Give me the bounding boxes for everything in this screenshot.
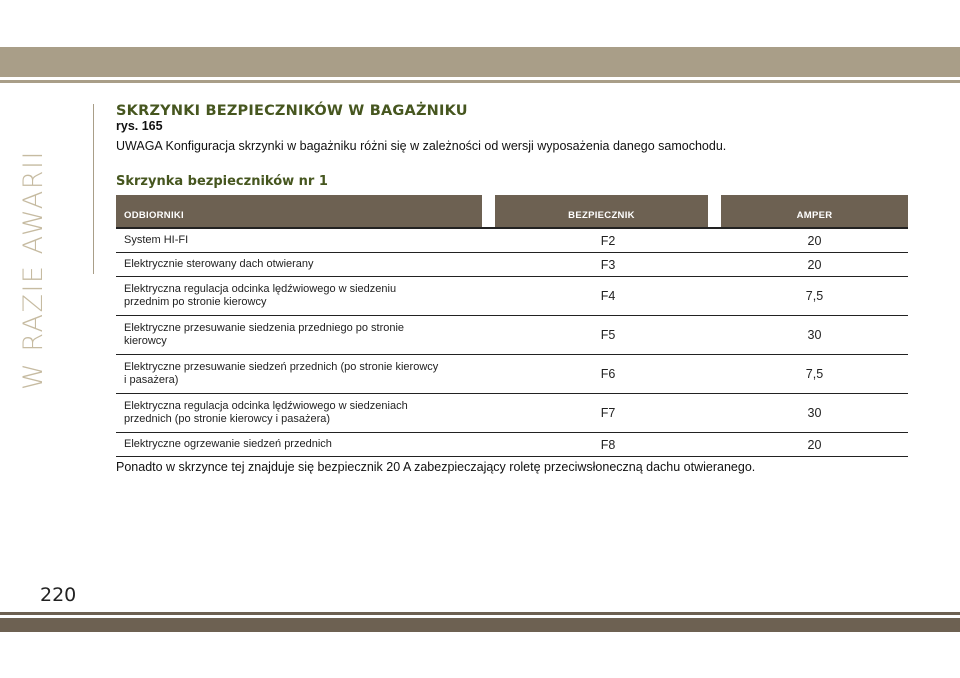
figure-reference: rys. 165 bbox=[116, 119, 163, 133]
section-title: SKRZYNKI BEZPIECZNIKÓW W BAGAŻNIKU bbox=[116, 103, 468, 119]
table-row bbox=[116, 253, 908, 277]
amperage-cell: 20 bbox=[807, 233, 822, 248]
amperage-cell: 7,5 bbox=[805, 289, 824, 303]
header-consumers: ODBIORNIKI bbox=[116, 195, 482, 227]
fuse-cell: F8 bbox=[600, 437, 616, 452]
page-number: 220 bbox=[40, 584, 77, 606]
fuse-cell: F2 bbox=[600, 233, 616, 248]
header-fuse: BEZPIECZNIK bbox=[495, 195, 708, 227]
table-row bbox=[116, 433, 908, 457]
table-header-row bbox=[116, 195, 908, 229]
fuse-cell: F3 bbox=[600, 257, 616, 272]
bottom-decorative-band bbox=[0, 618, 960, 632]
table-title: Skrzynka bezpieczników nr 1 bbox=[116, 174, 328, 189]
table-row bbox=[116, 229, 908, 253]
amperage-cell: 30 bbox=[807, 328, 822, 342]
table-row bbox=[116, 316, 908, 355]
table-row bbox=[116, 394, 908, 433]
top-decorative-line bbox=[0, 80, 960, 83]
table-row bbox=[116, 355, 908, 394]
consumer-cell: Elektryczne przesuwanie siedzenia przedniego po stronie kierowcy bbox=[124, 322, 405, 347]
fuse-cell: F7 bbox=[600, 406, 616, 420]
chapter-side-title: W RAZIE AWARII bbox=[17, 150, 49, 390]
fuse-cell: F5 bbox=[600, 328, 616, 342]
header-amperage: AMPER bbox=[721, 195, 908, 227]
configuration-note: UWAGA Konfiguracja skrzynki w bagażniku różni się w zależności od wersji wyposażenia danego samochodu. bbox=[116, 139, 727, 153]
footnote: Ponadto w skrzynce tej znajduje się bezpiecznik 20 A zabezpieczający roletę przeciwsłoneczną dachu otwieranego. bbox=[116, 460, 756, 474]
bottom-decorative-line bbox=[0, 612, 960, 615]
fuse-table bbox=[116, 195, 908, 457]
consumer-cell: Elektryczna regulacja odcinka lędźwiowego w siedzeniu przednim po stronie kierowcy bbox=[124, 283, 397, 308]
amperage-cell: 20 bbox=[807, 437, 822, 452]
consumer-cell: Elektryczne przesuwanie siedzeń przednich (po stronie kierowcy i pasażera) bbox=[124, 361, 439, 386]
consumer-cell: System HI-FI bbox=[124, 234, 189, 246]
table-row bbox=[116, 277, 908, 316]
top-decorative-band bbox=[0, 47, 960, 77]
page-content bbox=[116, 103, 908, 475]
fuse-cell: F4 bbox=[600, 289, 616, 303]
fuse-cell: F6 bbox=[600, 367, 616, 381]
amperage-cell: 30 bbox=[807, 406, 822, 420]
amperage-cell: 7,5 bbox=[805, 367, 824, 381]
consumer-cell: Elektrycznie sterowany dach otwierany bbox=[124, 258, 314, 270]
amperage-cell: 20 bbox=[807, 257, 822, 272]
consumer-cell: Elektryczne ogrzewanie siedzeń przednich bbox=[124, 438, 332, 450]
consumer-cell: Elektryczna regulacja odcinka lędźwiowego w siedzeniach przednich (po stronie kierowcy i pasażera) bbox=[124, 400, 408, 425]
chapter-side-rule bbox=[93, 104, 94, 274]
